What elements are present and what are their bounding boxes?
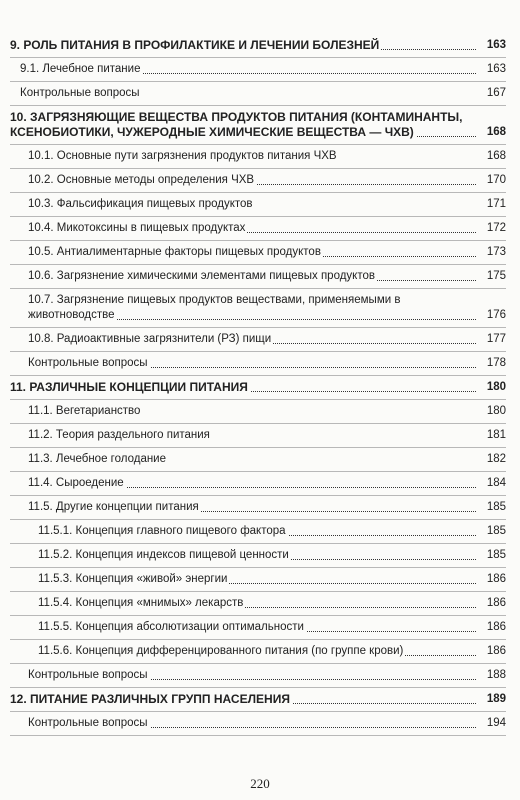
toc-entry-title [20, 62, 478, 77]
toc-page-number: 185 [486, 525, 506, 537]
toc-page-number: 176 [486, 309, 506, 321]
toc-page-number: 172 [486, 222, 506, 234]
toc-entry-title [28, 476, 478, 491]
toc-entry-text: Контрольные вопросы [28, 717, 148, 729]
toc-entry-row [10, 664, 506, 688]
toc-entry-row [10, 265, 506, 289]
toc-entry-title [28, 197, 478, 212]
toc-entry-text: 10.6. Загрязнение химическими элементами пищевых продуктов [28, 270, 375, 282]
toc-entry-row [10, 424, 506, 448]
toc-page-number: 182 [486, 453, 506, 465]
toc-entry-row [10, 145, 506, 169]
toc-entry-title [28, 293, 478, 323]
toc-entry-title [38, 596, 478, 611]
toc-page-number: 171 [486, 198, 506, 210]
toc-entry-title [38, 548, 478, 563]
toc-entry-text: 11.5.6. Концепция дифференцированного питания (по группе крови) [38, 645, 404, 657]
toc-entry-title [28, 332, 478, 347]
toc-entry-text: 10.7. Загрязнение пищевых продуктов веществами, применяемыми в животноводстве [28, 294, 401, 321]
toc-page-number: 185 [486, 549, 506, 561]
toc-entry-text: 11.5.5. Концепция абсолютизации оптимальности [38, 621, 304, 633]
toc-page-number: 163 [486, 63, 506, 75]
toc-entry-title [28, 428, 478, 443]
toc-entry-row [10, 496, 506, 520]
toc-entry-text: Контрольные вопросы [28, 357, 148, 369]
toc-entry-title [38, 644, 478, 659]
toc-entry-text: 10.5. Антиалиментарные факторы пищевых продуктов [28, 246, 321, 258]
toc-page-number: 180 [486, 405, 506, 417]
toc-entry-row [10, 616, 506, 640]
toc-entry-row [10, 169, 506, 193]
toc-page-number: 163 [486, 39, 506, 51]
toc-entry-title [38, 524, 478, 539]
toc-entry-row [10, 241, 506, 265]
toc-entry-title [28, 404, 478, 419]
toc-entry-text: 10.2. Основные методы определения ЧХВ [28, 174, 255, 186]
toc-page-number: 186 [486, 597, 506, 609]
toc-entry-title [28, 452, 478, 467]
toc-entry-title [28, 173, 478, 188]
toc-page-number: 168 [486, 150, 506, 162]
toc-entry-row [10, 193, 506, 217]
toc-entry-text: 11.5.3. Концепция «живой» энергии [38, 573, 228, 585]
toc-entry-text: 11.5.1. Концепция главного пищевого фактора [38, 525, 286, 537]
toc-page-number: 175 [486, 270, 506, 282]
toc-entry-title [28, 356, 478, 371]
toc-entry-text: 9.1. Лечебное питание [20, 63, 141, 75]
toc-entry-text: 9. РОЛЬ ПИТАНИЯ В ПРОФИЛАКТИКЕ И ЛЕЧЕНИИ БОЛЕЗНЕЙ [10, 38, 380, 52]
toc-entry-title [28, 716, 478, 731]
toc-page-number: 170 [486, 174, 506, 186]
toc-entry-row [10, 352, 506, 376]
toc-entry-title [28, 245, 478, 260]
page-number: 220 [250, 776, 270, 791]
toc-entry-title [10, 692, 478, 707]
toc-entry-row [10, 289, 506, 328]
toc-page-number: 184 [486, 477, 506, 489]
toc-entry-text: 10. ЗАГРЯЗНЯЮЩИЕ ВЕЩЕСТВА ПРОДУКТОВ ПИТАНИЯ (КОНТАМИНАНТЫ, КСЕНОБИОТИКИ, ЧУЖЕРОДНЫЕ ХИМИЧЕСКИЕ ВЕЩЕСТВА — ЧХВ) [10, 110, 463, 139]
toc-page-number: 186 [486, 645, 506, 657]
toc-entry-title [10, 38, 478, 53]
toc-entry-row [10, 58, 506, 82]
toc-page-number: 168 [486, 126, 506, 138]
toc-page-number: 177 [486, 333, 506, 345]
toc-entry-text: 11.2. Теория раздельного питания [28, 429, 210, 441]
toc-entry-row [10, 82, 506, 106]
toc-entry-title [38, 620, 478, 635]
toc-entry-text: 11. РАЗЛИЧНЫЕ КОНЦЕПЦИИ ПИТАНИЯ [10, 380, 248, 394]
toc-chapter-row [10, 106, 506, 145]
toc-entry-title [38, 572, 478, 587]
toc-entry-row [10, 544, 506, 568]
toc-entry-row [10, 217, 506, 241]
toc-entry-row [10, 448, 506, 472]
toc-entry-row [10, 472, 506, 496]
toc-entry-title [28, 668, 478, 683]
toc-entry-row [10, 568, 506, 592]
toc-entry-title [28, 500, 478, 515]
toc-page-number: 173 [486, 246, 506, 258]
toc-entry-text: 12. ПИТАНИЕ РАЗЛИЧНЫХ ГРУПП НАСЕЛЕНИЯ [10, 692, 290, 706]
toc-page-number: 194 [486, 717, 506, 729]
toc-page-number: 188 [486, 669, 506, 681]
toc-entry-title [28, 269, 478, 284]
toc-entry-text: 11.5.2. Концепция индексов пищевой ценности [38, 549, 289, 561]
toc-entry-title [20, 86, 478, 101]
toc-page-number: 167 [486, 87, 506, 99]
toc-entry-text: Контрольные вопросы [20, 87, 140, 99]
toc-entry-row [10, 640, 506, 664]
toc-chapter-row [10, 34, 506, 58]
toc-entry-title [28, 221, 478, 236]
toc-page-number: 181 [486, 429, 506, 441]
toc-entry-text: 11.3. Лечебное голодание [28, 453, 167, 465]
toc-page-number: 178 [486, 357, 506, 369]
toc-entry-title [10, 110, 478, 140]
toc-entry-text: 10.1. Основные пути загрязнения продуктов питания ЧХВ [28, 150, 337, 162]
toc-chapter-row [10, 688, 506, 712]
toc-page-number: 180 [486, 381, 506, 393]
toc-entry-text: Контрольные вопросы [28, 669, 148, 681]
toc-page-number: 185 [486, 501, 506, 513]
toc-entry-row [10, 592, 506, 616]
table-of-contents [10, 34, 506, 736]
toc-entry-text: 10.8. Радиоактивные загрязнители (РЗ) пищи [28, 333, 272, 345]
toc-entry-text: 10.4. Микотоксины в пищевых продуктах [28, 222, 246, 234]
toc-entry-title [10, 380, 478, 395]
toc-chapter-row [10, 376, 506, 400]
toc-page-number: 186 [486, 573, 506, 585]
toc-entry-row [10, 712, 506, 736]
toc-entry-text: 10.3. Фальсификация пищевых продуктов [28, 198, 253, 210]
toc-entry-title [28, 149, 478, 164]
toc-entry-row [10, 328, 506, 352]
toc-entry-text: 11.4. Сыроедение [28, 477, 124, 489]
toc-entry-row [10, 520, 506, 544]
toc-page-number: 189 [486, 693, 506, 705]
toc-entry-text: 11.5. Другие концепции питания [28, 501, 199, 513]
toc-entry-text: 11.5.4. Концепция «мнимых» лекарств [38, 597, 244, 609]
toc-entry-text: 11.1. Вегетарианство [28, 405, 141, 417]
toc-page-number: 186 [486, 621, 506, 633]
toc-entry-row [10, 400, 506, 424]
